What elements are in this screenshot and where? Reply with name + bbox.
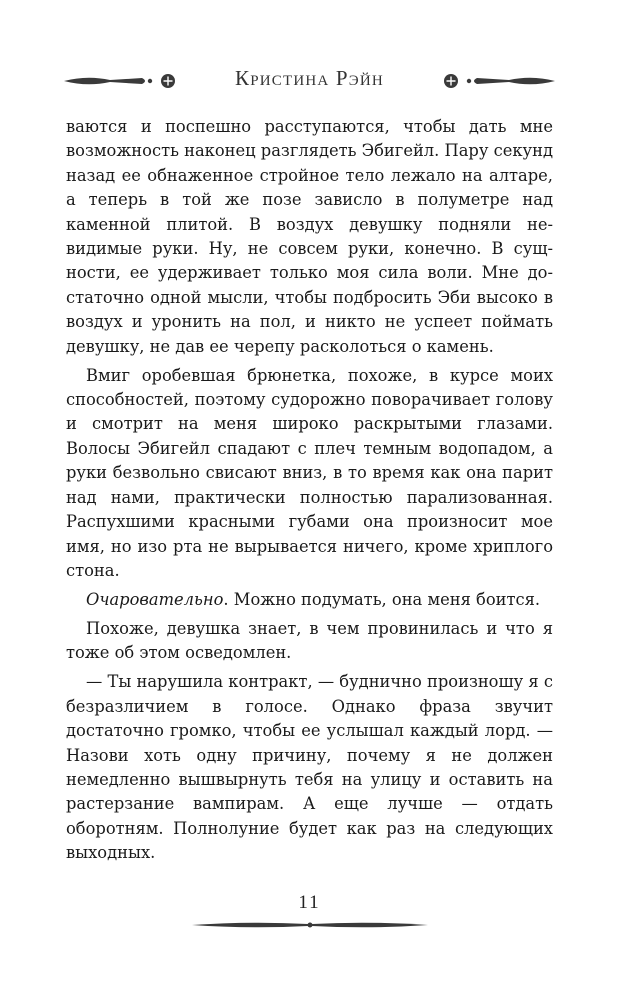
paragraph: Похоже, девушка знает, в чем провинилась и что я тоже об этом осведомлен.: [66, 618, 553, 663]
paragraph: Вмиг оробевшая брюнетка, похоже, в курсе моих способностей, поэтому судорожно поворачивает голову и смотрит на меня широко раскрытыми глазами. Волосы Эбигейл спадают с плеч темным водопадом, а руки безвольно свисают вниз, в то время как она парит над нами, практически полностью парализованная. Распухшими красными губами она произносит мое имя, но изо рта не вырывается ничего, кроме хриплого стона.: [66, 365, 553, 580]
ornament-rule-icon: [190, 917, 430, 933]
paragraph: — Ты нарушила контракт, — буднично произношу я с безразличием в голосе. Однако фраза звучит достаточно громко, чтобы ее услышал каждый лорд. — Назови хоть одну причину, почему я не должен немедленно вышвырнуть тебя на улицу и оставить на растерзание вампирам. А еще лучше — отдать оборотням. Полнолуние будет как раз на следующих выходных.: [66, 672, 553, 863]
body-text: [66, 115, 553, 866]
ornament-flourish-icon: [437, 71, 557, 91]
page-header: [62, 66, 557, 96]
italic-emphasis: Очаровательно: [86, 589, 224, 609]
paragraph-text: . Можно подумать, она меня боится.: [223, 589, 541, 609]
paragraph: [66, 588, 553, 612]
page-number: 11: [298, 892, 321, 913]
page-footer: [0, 892, 619, 942]
running-head: Кристина Рэйн: [235, 66, 384, 90]
paragraph: ваются и поспешно расступаются, чтобы дать мне возможность наконец разглядеть Эбигейл. Пару секунд назад ее обнаженное стройное тело лежало на алтаре, а теперь в той же позе зависло в полуметре над каменной плитой. В воздух девушку подняли невидимые руки. Ну, не совсем руки, конечно. В сущности, ее удерживает только моя сила воли. Мне достаточно одной мысли, чтобы подбросить Эби высоко в воздух и уронить на пол, и никто не успеет поймать девушку, не дав ее черепу расколоться о камень.: [66, 117, 553, 356]
